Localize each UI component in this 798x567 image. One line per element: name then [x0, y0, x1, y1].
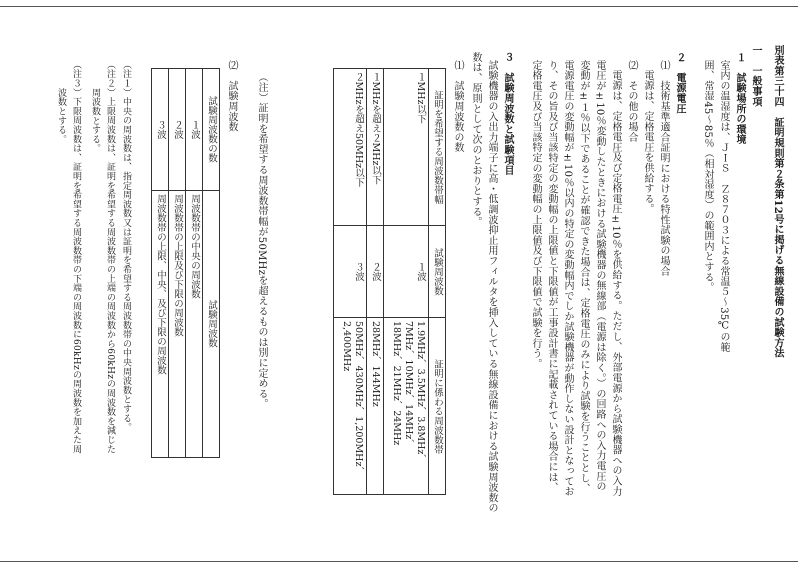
table-row: [384, 69, 429, 495]
power-paragraph-line1: 電源は、定格電圧及び定格電圧±10％を供給する。ただし、外部電源から試験機器への入力: [610, 70, 621, 497]
test-frequency-paragraph-line2: 数は、原則として次のとおりとする。: [470, 52, 481, 228]
table-cell: １波: [384, 226, 429, 318]
env-paragraph-line1: 室内の温湿度は、ＪＩＳ Ｚ８７０３による常温５～35℃の範: [718, 60, 729, 353]
frequency-count-table: [333, 68, 446, 495]
table-row: [203, 69, 220, 458]
power-paragraph-line6: 定格電圧及び当該特定の変動幅の上限値及び下限値で試験を行う。: [530, 60, 541, 369]
env-paragraph-line2: 囲、常湿45～85％（相対湿度）の範囲内とする。: [702, 60, 713, 293]
power-paragraph-line2: 電圧が±10％変動したときにおける試験機器の無線部（電源は除く。）の回路への入力電圧の: [594, 60, 605, 492]
table-cell: ２波: [169, 69, 186, 191]
test-frequency-paragraph-line1: 試験機器の入出力端子に高・低調波抑止用フィルタを挿入している無線設備における試験周波数の: [486, 60, 497, 514]
table-cell: 周波数帯の上限、中央、及び下限の周波数: [152, 191, 169, 458]
table-cell: 1.9MHz、3.5MHz、3.8MHz、7MHz、10MHz、14MHz、18MHz、21MHz、24MHz: [384, 318, 429, 495]
table-cell: ３波: [152, 69, 169, 191]
note-3-line2: 波数とする。: [56, 88, 66, 144]
table-cell: ３波: [334, 226, 367, 318]
table-header-cell: 証明を希望する周波数帯幅: [429, 69, 446, 226]
bottom-rule: [0, 561, 798, 562]
test-frequency-table: [151, 68, 220, 458]
note-2-line2: 周波数とする。: [90, 88, 100, 154]
table-cell: １MHz以下: [384, 69, 429, 226]
subheading-environment: １ 試験場所の環境: [734, 52, 745, 145]
note-3-line1: （注３）下限周波数は、証明を希望する周波数帯の下端の周波数に60kHzの周波数を加えた周: [71, 60, 81, 454]
table-row: [186, 69, 203, 458]
table-row: [367, 69, 384, 495]
table-header-cell: 試験周波数: [429, 226, 446, 318]
table-cell: 28MHz、144MHz: [367, 318, 384, 495]
section-heading-test-frequency: ３ 試験周波数と試験項目: [502, 52, 513, 176]
table-header-cell: 試験周波数の数: [203, 69, 220, 191]
table1-note: （注）証明を希望する周波数帯幅が50MHzを超えるものは別に定める。: [256, 72, 267, 410]
table-header-cell: 試験周波数: [203, 191, 220, 458]
table-cell: 周波数帯の上限及び下限の周波数: [169, 191, 186, 458]
subheading-test-frequencies: ⑵ 試験周波数: [226, 60, 237, 133]
note-2-line1: （注２）上限周波数は、証明を希望する周波数帯の上端の周波数から60kHzの周波数を減じた: [105, 60, 115, 454]
document-title: 別表第三十四 証明規則第２条第12号に掲げる無線設備の試験方法: [772, 45, 783, 359]
table-row: [334, 69, 367, 495]
table-cell: １MHzを超え２MHz以下: [367, 69, 384, 226]
note-1: （注１）中央の周波数は、指定周波数又は証明を希望する周波数帯の中央周波数とする。: [121, 60, 131, 432]
power-paragraph-line4: 電源電圧の変動幅が±10％以内の特定の変動幅内でしか試験機器が動作しない設計となってお: [562, 60, 573, 497]
table-cell: ２波: [367, 226, 384, 318]
power-item-1-text: 電源は、定格電圧を供給する。: [642, 70, 653, 215]
table-cell: 50MHz、430MHz、1,200MHz、2,400MHz: [334, 318, 367, 495]
table-cell: １波: [186, 69, 203, 191]
table-cell: ２MHzを超え50MHz以下: [334, 69, 367, 226]
power-item-1: ⑴ 技術基準適合証明における特性試験の場合: [658, 60, 669, 277]
subheading-number-of-test-frequencies: ⑴ 試験周波数の数: [452, 60, 463, 153]
power-paragraph-line5: り、その旨及び当該特定の変動幅の上限値と下限値が工事設計書に記載されている場合には、: [546, 60, 557, 493]
top-rule: [0, 6, 798, 7]
table-row: [169, 69, 186, 458]
power-item-2: ⑵ その他の場合: [626, 60, 637, 143]
subheading-power-voltage: ２ 電源電圧: [674, 52, 685, 114]
power-paragraph-line3: 変動が±１％以下であることが確認できた場合は、定格電圧のみにより試験を行うこととし、: [578, 60, 589, 494]
table-row: [152, 69, 169, 458]
table-header-cell: 証明に係わる周波数帯: [429, 318, 446, 495]
section-heading-general: 一 一般事項: [750, 45, 761, 107]
table-row: [429, 69, 446, 495]
table-cell: 周波数帯の中央の周波数: [186, 191, 203, 458]
